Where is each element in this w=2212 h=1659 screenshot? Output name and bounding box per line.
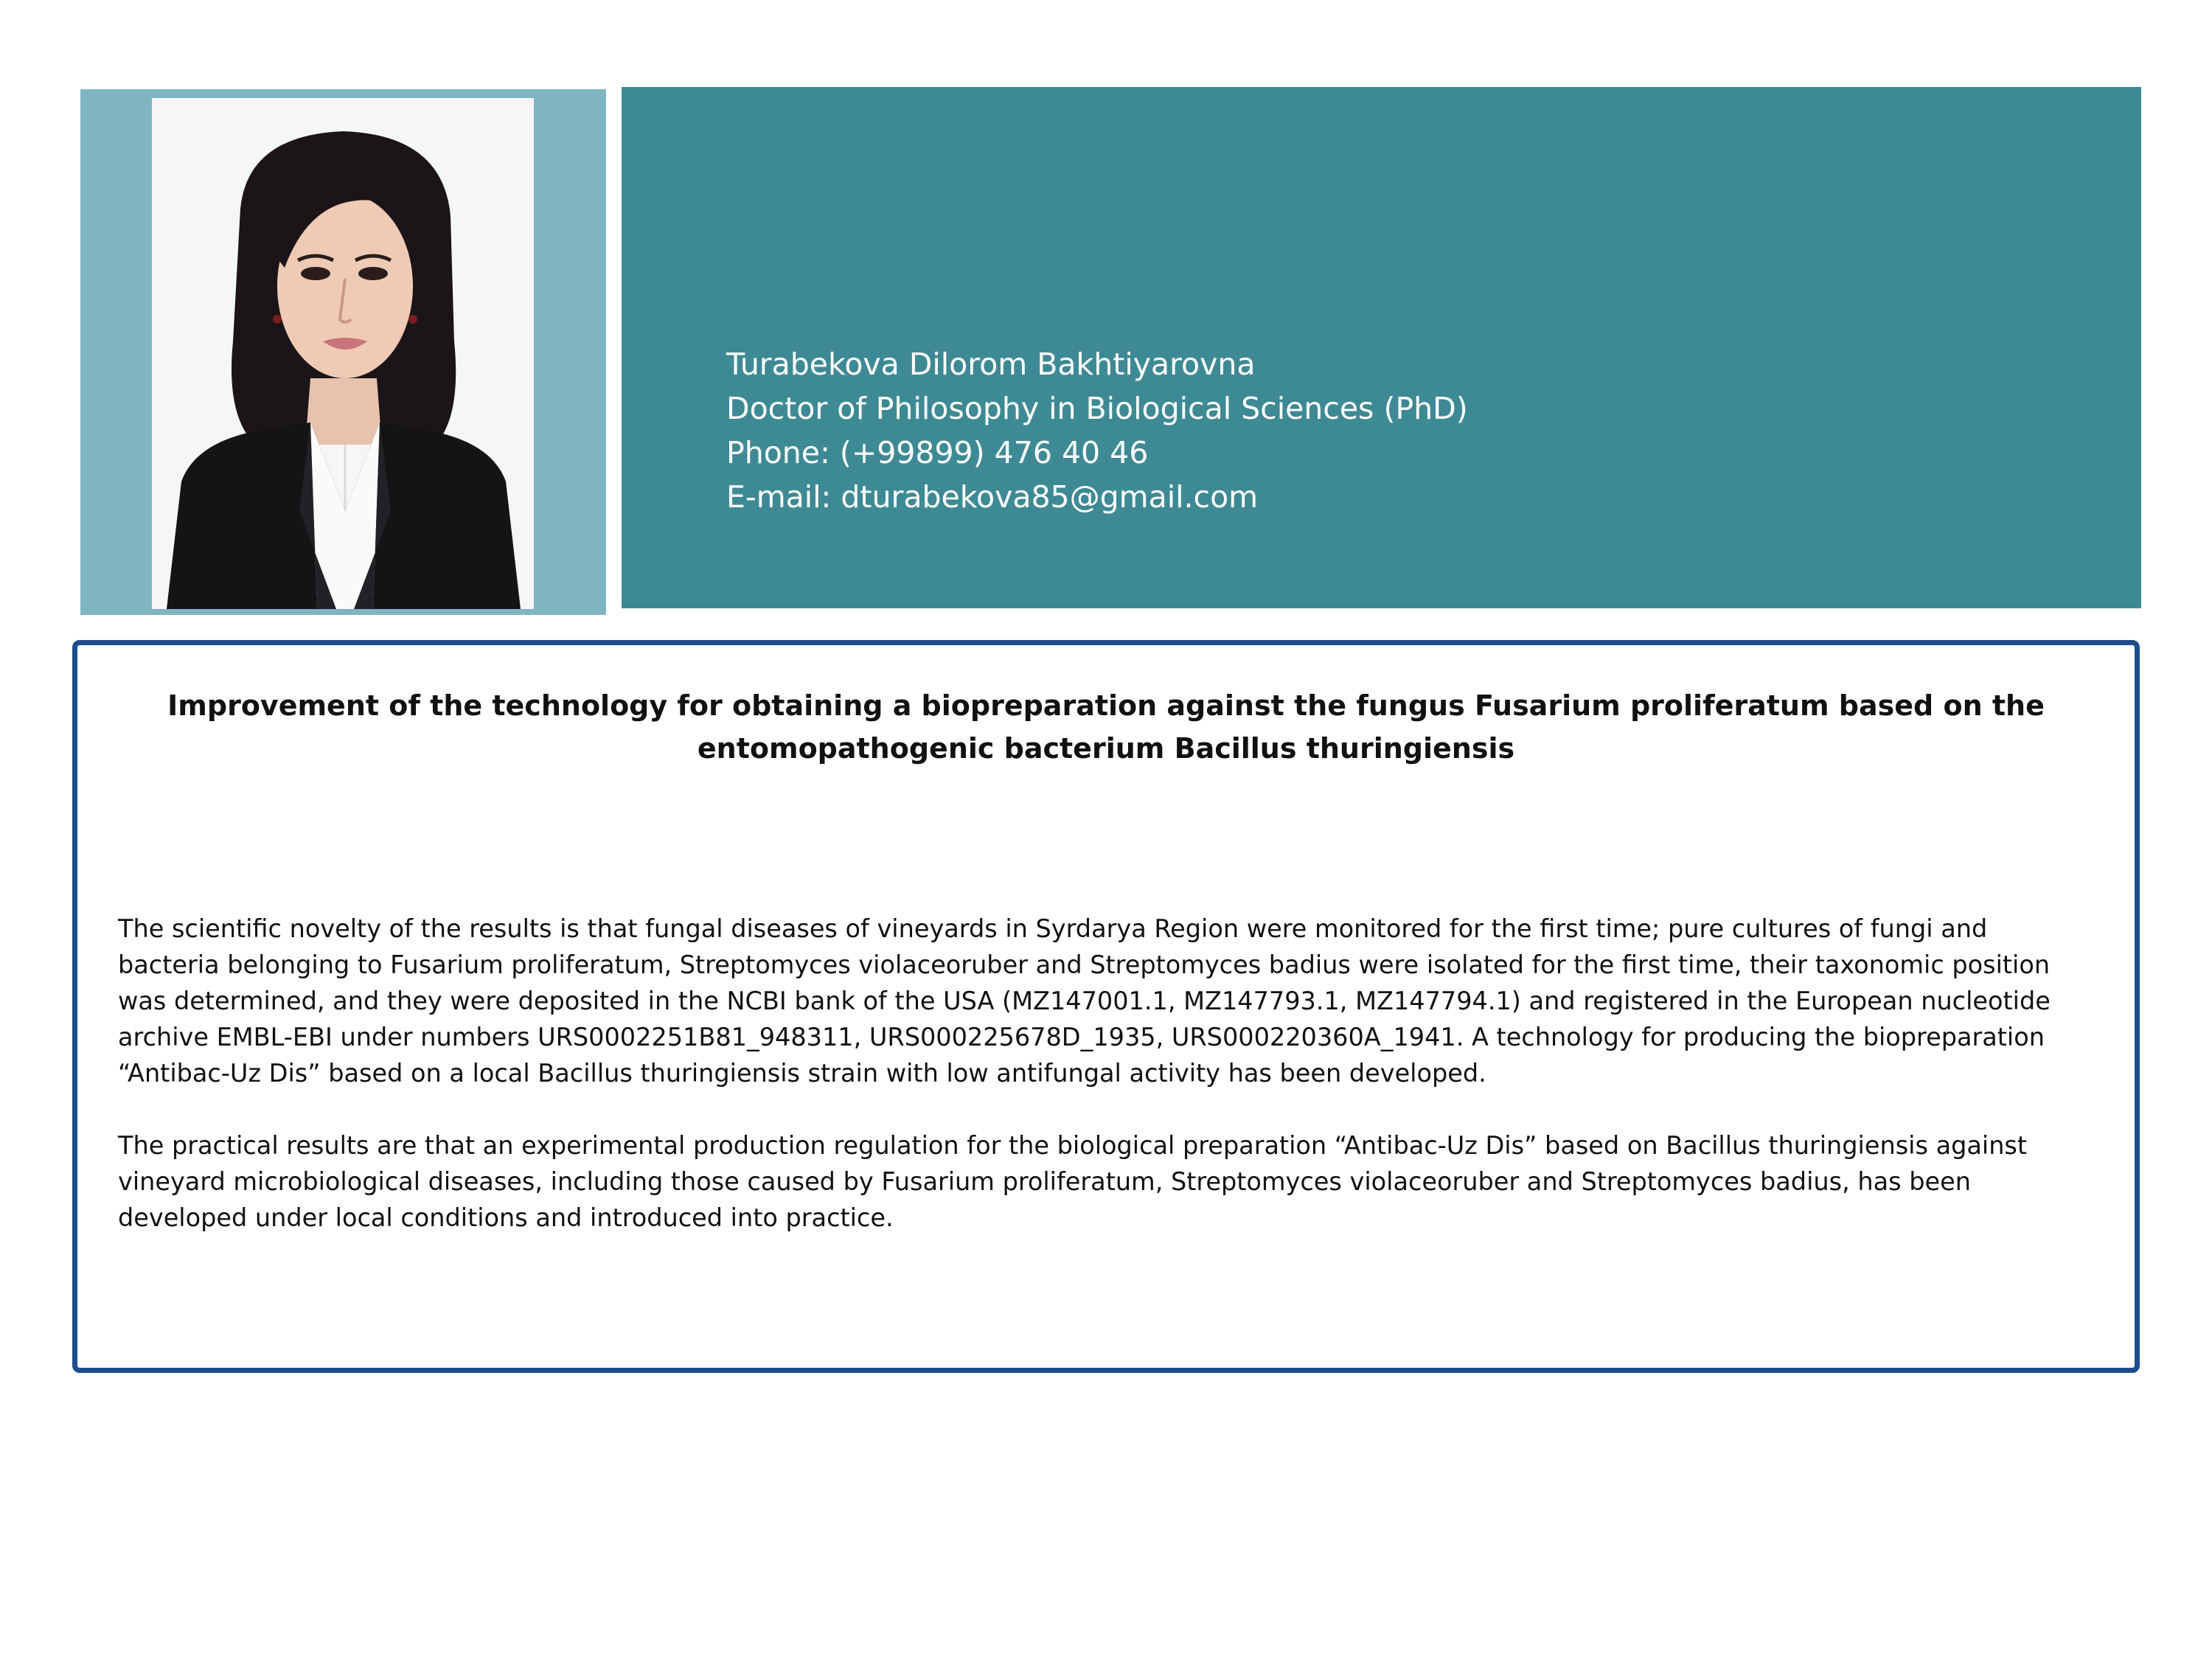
photo-frame bbox=[80, 89, 606, 615]
abstract-box bbox=[72, 640, 2140, 1373]
person-email: E-mail: dturabekova85@gmail.com bbox=[726, 479, 1259, 515]
paragraph-scientific-novelty: The scientific novelty of the results is that fungal diseases of vineyards in Syrdarya Region were monitored for the first time; pure cultures of fungi and bacteria belonging to Fusarium proliferatum, Streptomyces violaceoruber and Streptomyces badius were isolated for the first time, their taxonomic position was determined, and they were deposited in the NCBI bank of the USA (MZ147001.1, MZ147793.1, MZ147794.1) and registered in the European nucleotide archive EMBL-EBI under numbers URS0002251B81_948311, URS000225678D_1935, URS000220360A_1941. A technology for producing the biopreparation “Antibac-Uz Dis” based on a local Bacillus thuringiensis strain with low antifungal activity has been developed. bbox=[118, 914, 2051, 1088]
abstract-title: Improvement of the technology for obtaining a biopreparation against the fungus Fusarium proliferatum based on the entomopathogenic bacterium Bacillus thuringiensis bbox=[167, 689, 2045, 765]
contact-block bbox=[726, 342, 1468, 519]
contact-header-panel bbox=[622, 87, 2141, 608]
abstract-body bbox=[118, 911, 2094, 1272]
portrait-photo-icon bbox=[152, 98, 534, 609]
paragraph-practical-results: The practical results are that an experimental production regulation for the biological preparation “Antibac-Uz Dis” based on Bacillus thuringiensis against vineyard microbiological diseases, including those caused by Fusarium proliferatum, Streptomyces violaceoruber and Streptomyces badius, has been developed under local conditions and introduced into practice. bbox=[118, 1131, 2028, 1232]
person-degree: Doctor of Philosophy in Biological Sciences (PhD) bbox=[726, 391, 1468, 426]
person-phone: Phone: (+99899) 476 40 46 bbox=[726, 435, 1149, 470]
person-name: Turabekova Dilorom Bakhtiyarovna bbox=[726, 347, 1256, 382]
